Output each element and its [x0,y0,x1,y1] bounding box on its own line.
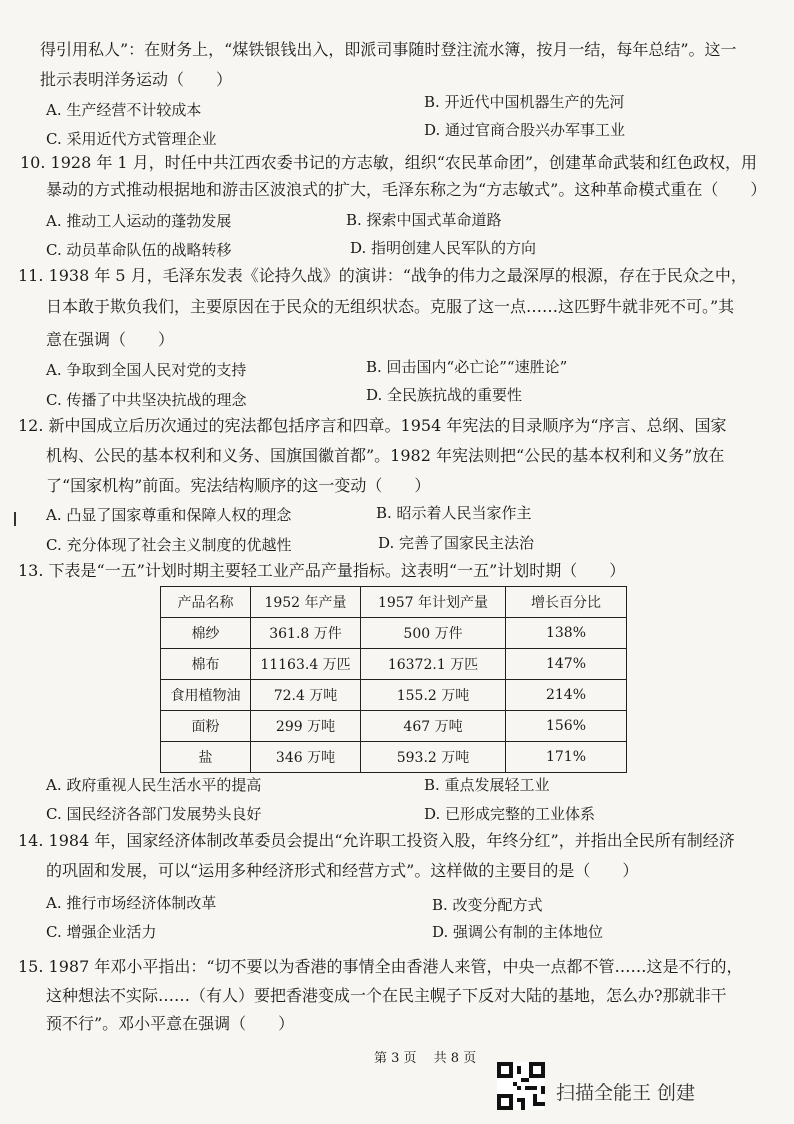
table-cell: 214% [506,680,627,711]
qr-code-icon [497,1062,545,1110]
q14-line-2: 的巩固和发展，可以“运用多种经济形式和经营方式”。这样做的主要目的是（ ） [46,861,639,880]
page-number: 第 3 页 共 8 页 [374,1051,477,1066]
q13-line-1: 13. 下表是“一五”计划时期主要轻工业产品产量指标。这表明“一五”计划时期（ ） [18,561,626,580]
q11-line-3: 意在强调（ ） [46,330,175,349]
q13-option-b: B. 重点发展轻工业 [424,776,550,794]
q14-option-a: A. 推行市场经济体制改革 [46,894,217,912]
q12-line-3: 了“国家机构”前面。宪法结构顺序的这一变动（ ） [46,476,431,495]
table-row [161,680,627,711]
table-cell: 361.8 万件 [251,618,361,649]
table-cell: 467 万吨 [361,711,506,742]
table-cell: 299 万吨 [251,711,361,742]
q12-line-2: 机构、公民的基本权利和义务、国旗国徽首都”。1982 年宪法则把“公民的基本权利和义务”放在 [46,446,725,465]
table-cell: 11163.4 万匹 [251,649,361,680]
table-cell: 593.2 万吨 [361,742,506,773]
q10-line-1: 10. 1928 年 1 月，时任中共江西农委书记的方志敏，组织“农民革命团”，创建革命武装和红色政权，用 [20,153,758,172]
q9-option-b: B. 开近代中国机器生产的先河 [424,93,625,111]
table-header: 增长百分比 [506,587,627,618]
table-header: 产品名称 [161,587,251,618]
q11-option-a: A. 争取到全国人民对党的支持 [46,361,247,379]
q10-option-c: C. 动员革命队伍的战略转移 [46,241,232,259]
table-row [161,742,627,773]
table-header: 1952 年产量 [251,587,361,618]
q15-line-1: 15. 1987 年邓小平指出：“切不要以为香港的事情全由香港人来管，中央一点都不管……这是不行的， [18,957,743,976]
q9-line-2: 批示表明洋务运动（ ） [40,70,233,89]
table-cell: 面粉 [161,711,251,742]
table-cell: 食用植物油 [161,680,251,711]
q11-line-1: 11. 1938 年 5 月，毛泽东发表《论持久战》的演讲：“战争的伟力之最深厚的根源，存在于民众之中， [18,266,747,285]
q14-line-1: 14. 1984 年，国家经济体制改革委员会提出“允许职工投资入股，年终分红”，并指出全民所有制经济 [18,831,735,850]
table-row [161,711,627,742]
q10-option-d: D. 指明创建人民军队的方向 [350,239,537,257]
margin-mark [14,512,16,526]
q10-line-2: 暴动的方式推动根据地和游击区波浪式的扩大，毛泽东称之为“方志敏式”。这种革命模式重在（ ） [46,180,767,199]
q14-option-d: D. 强调公有制的主体地位 [432,923,604,941]
table-header: 1957 年计划产量 [361,587,506,618]
table-row [161,618,627,649]
q13-option-d: D. 已形成完整的工业体系 [424,805,596,823]
table-cell: 147% [506,649,627,680]
q9-line-1: 得引用私人”：在财务上，“煤铁银钱出入，即派司事随时登注流水簿，按月一结，每年总结”。这一 [40,40,737,59]
q12-line-1: 12. 新中国成立后历次通过的宪法都包括序言和四章。1954 年宪法的目录顺序为“序言、总纲、国家 [18,416,727,435]
q14-option-b: B. 改变分配方式 [432,896,543,914]
q9-option-a: A. 生产经营不计较成本 [46,101,202,119]
q13-option-a: A. 政府重视人民生活水平的提高 [46,776,262,794]
q11-option-d: D. 全民族抗战的重要性 [366,386,523,404]
table-cell: 棉纱 [161,618,251,649]
q10-option-a: A. 推动工人运动的蓬勃发展 [46,212,232,230]
q10-option-b: B. 探索中国式革命道路 [346,211,502,229]
q12-option-a: A. 凸显了国家尊重和保障人权的理念 [46,506,292,524]
table-cell: 156% [506,711,627,742]
table-cell: 346 万吨 [251,742,361,773]
q9-option-d: D. 通过官商合股兴办军事工业 [424,121,626,139]
table-cell: 16372.1 万匹 [361,649,506,680]
table-cell: 171% [506,742,627,773]
table-cell: 155.2 万吨 [361,680,506,711]
production-table [160,586,627,773]
q9-option-c: C. 采用近代方式管理企业 [46,130,217,148]
q12-option-b: B. 昭示着人民当家作主 [376,504,532,522]
table-row [161,649,627,680]
q12-option-c: C. 充分体现了社会主义制度的优越性 [46,536,292,554]
table-cell: 棉布 [161,649,251,680]
q15-line-3: 预不行”。邓小平意在强调（ ） [46,1014,295,1033]
q12-option-d: D. 完善了国家民主法治 [378,534,535,552]
q11-option-b: B. 回击国内“必亡论”“速胜论” [366,358,568,376]
q11-line-2: 日本敢于欺负我们，主要原因在于民众的无组织状态。克服了这一点……这匹野牛就非死不可。”其 [46,297,735,316]
table-header-row [161,587,627,618]
table-cell: 500 万件 [361,618,506,649]
q14-option-c: C. 增强企业活力 [46,923,157,941]
table-cell: 138% [506,618,627,649]
table-cell: 72.4 万吨 [251,680,361,711]
q13-option-c: C. 国民经济各部门发展势头良好 [46,805,262,823]
table-cell: 盐 [161,742,251,773]
q11-option-c: C. 传播了中共坚决抗战的理念 [46,391,247,409]
scanner-watermark: 扫描全能王 创建 [556,1082,696,1104]
q15-line-2: 这种想法不实际……（有人）要把香港变成一个在民主幌子下反对大陆的基地，怎么办?那就非干 [46,986,727,1005]
